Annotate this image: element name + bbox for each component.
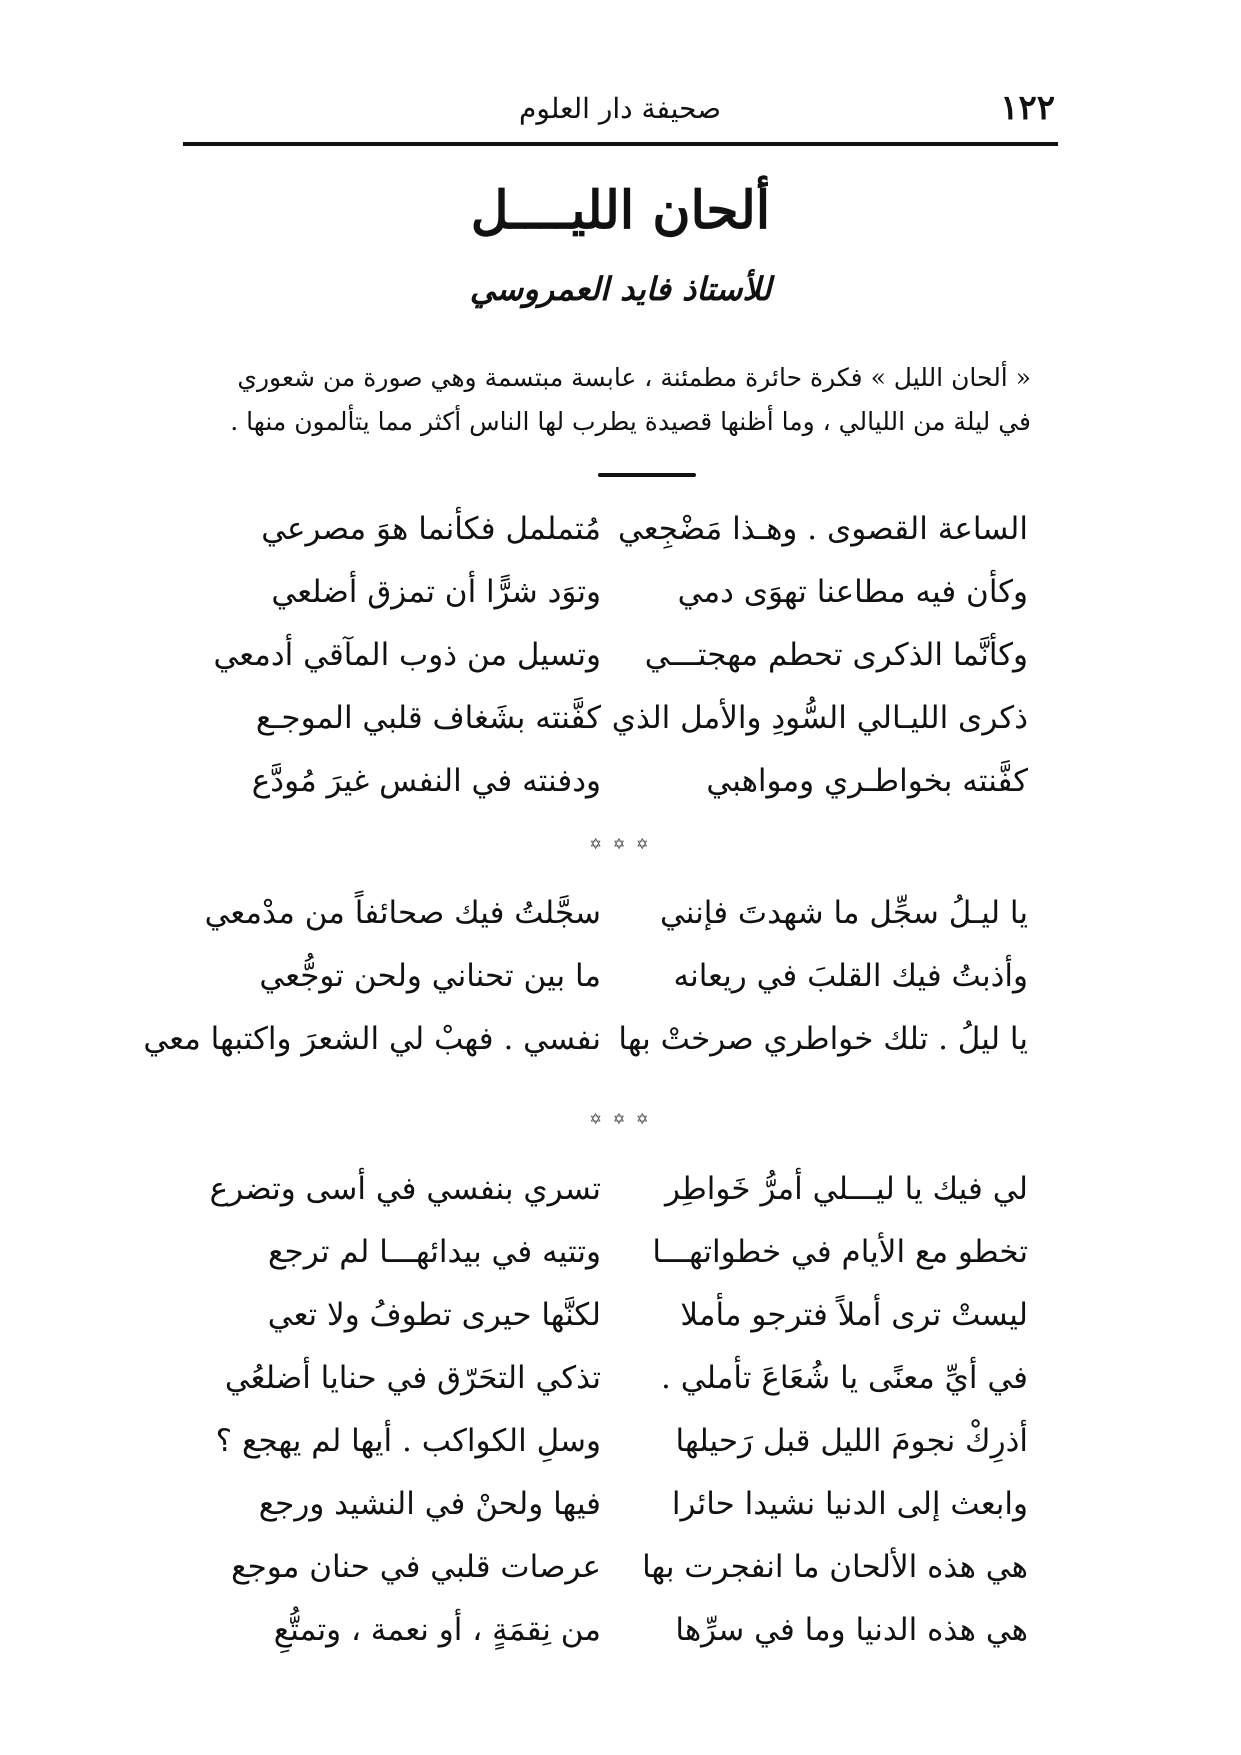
- journal-name: صحيفة دار العلوم: [519, 92, 721, 125]
- verse-first-hemistich: وأذبتُ فيك القلبَ في ريعانه: [673, 958, 1028, 994]
- page-header: [185, 88, 1055, 138]
- stanza-separator: ✡ ✡ ✡: [589, 1110, 652, 1128]
- intro-line: في ليلة من الليالي ، وما أظنها قصيدة يطرب لها الناس أكثر مما يتألمون منها .: [230, 407, 1031, 436]
- verse-second-hemistich: وتتيه في بيدائهـــا لم ترجع: [268, 1234, 601, 1270]
- verse-second-hemistich: وتسيل من ذوب المآقي أدمعي: [213, 637, 601, 673]
- verse-line: [0, 1353, 1241, 1416]
- verse-second-hemistich: ما بين تحناني ولحن توجُّعي: [259, 958, 601, 994]
- verse-line: [0, 756, 1241, 819]
- verse-line: [0, 693, 1241, 756]
- stanza-1: [0, 504, 1241, 819]
- verse-first-hemistich: وكأنَّما الذكرى تحطم مهجتـــي: [644, 637, 1028, 673]
- verse-first-hemistich: هي هذه الألحان ما انفجرت بها: [642, 1549, 1028, 1585]
- stanza-3: [0, 1164, 1241, 1668]
- header-rule: [183, 142, 1058, 146]
- verse-first-hemistich: كفَّنته بخواطـري ومواهبي: [706, 763, 1028, 799]
- verse-first-hemistich: الساعة القصوى . وهـذا مَضْجِعي: [617, 511, 1028, 547]
- verse-second-hemistich: لكنَّها حيرى تطوفُ ولا تعي: [267, 1297, 601, 1333]
- verse-first-hemistich: تخطو مع الأيام في خطواتهـــا: [652, 1234, 1028, 1270]
- verse-line: [0, 1605, 1241, 1668]
- intro-paragraph: [191, 356, 1031, 444]
- verse-first-hemistich: أذرِكْ نجومَ الليل قبل رَحيلها: [675, 1423, 1028, 1459]
- verse-second-hemistich: وسلِ الكواكب . أيها لم يهجع ؟: [215, 1423, 601, 1459]
- verse-first-hemistich: في أيِّ معنًى يا شُعَاعَ تأملي .: [661, 1360, 1028, 1396]
- verse-line: [0, 1164, 1241, 1227]
- verse-second-hemistich: نفسي . فهبْ لي الشعرَ واكتبها معي: [143, 1021, 601, 1057]
- verse-second-hemistich: تذكي التحَرّق في حنايا أضلعُي: [224, 1360, 601, 1396]
- verse-second-hemistich: ودفنته في النفس غيرَ مُودَّع: [251, 763, 601, 799]
- verse-second-hemistich: مُتململ فكأنما هوَ مصرعي: [261, 511, 601, 547]
- verse-second-hemistich: فيها ولحنْ في النشيد ورجع: [258, 1486, 601, 1522]
- title-divider: [598, 473, 696, 477]
- verse-first-hemistich: يا ليـلُ سجِّل ما شهدتَ فإنني: [659, 895, 1028, 931]
- verse-line: [0, 1542, 1241, 1605]
- verse-line: [0, 1290, 1241, 1353]
- verse-second-hemistich: سجَّلتُ فيك صحائفاً من مدْمعي: [204, 895, 601, 931]
- verse-first-hemistich: هي هذه الدنيا وما في سرِّها: [675, 1612, 1028, 1648]
- verse-first-hemistich: يا ليلُ . تلك خواطري صرختْ بها: [618, 1021, 1028, 1057]
- verse-first-hemistich: لي فيك يا ليـــلي أمرُّ خَواطِر: [665, 1171, 1028, 1207]
- verse-second-hemistich: تسري بنفسي في أسى وتضرع: [209, 1171, 601, 1207]
- stanza-separator: ✡ ✡ ✡: [589, 835, 652, 853]
- verse-line: [0, 1227, 1241, 1290]
- verse-line: [0, 1014, 1241, 1077]
- page-number: ١٢٢: [1000, 88, 1055, 128]
- verse-first-hemistich: ليستْ ترى أملاً فترجو مأملا: [680, 1297, 1028, 1333]
- verse-line: [0, 951, 1241, 1014]
- verse-line: [0, 888, 1241, 951]
- verse-first-hemistich: ذكرى الليـالي السُّودِ والأمل الذي: [611, 700, 1028, 736]
- verse-line: [0, 1479, 1241, 1542]
- intro-line: « ألحان الليل » فكرة حائرة مطمئنة ، عابسة مبتسمة وهي صورة من شعوري: [237, 363, 1031, 392]
- stanza-2: [0, 888, 1241, 1077]
- verse-second-hemistich: من نِقمَةٍ ، أو نعمة ، وتمتُّعِ: [273, 1612, 601, 1648]
- verse-line: [0, 630, 1241, 693]
- verse-line: [0, 567, 1241, 630]
- poem-title: ألحان الليــــل: [470, 180, 771, 241]
- verse-second-hemistich: كفَّنته بشَغاف قلبي الموجـع: [255, 700, 601, 736]
- verse-first-hemistich: وكأن فيه مطاعنا تهوَى دمي: [677, 574, 1028, 610]
- verse-line: [0, 1416, 1241, 1479]
- verse-line: [0, 504, 1241, 567]
- verse-second-hemistich: وتوَد شرًّا أن تمزق أضلعي: [271, 574, 601, 610]
- verse-first-hemistich: وابعث إلى الدنيا نشيدا حائرا: [671, 1486, 1028, 1522]
- verse-second-hemistich: عرصات قلبي في حنان موجع: [231, 1549, 601, 1585]
- author-byline: للأستاذ فايد العمروسي: [469, 270, 772, 308]
